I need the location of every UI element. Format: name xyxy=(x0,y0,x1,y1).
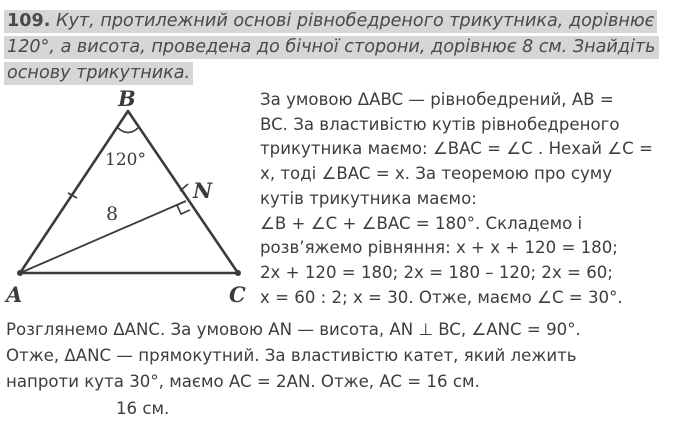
point-a xyxy=(17,270,23,276)
problem-text-2: 120°, а висота, проведена до бічної сторони, дорівнює 8 см. Знайдіть xyxy=(4,36,659,59)
label-n: N xyxy=(193,178,213,203)
solution-line-2: BC. За властивістю кутів рівнобедреного xyxy=(260,115,620,134)
point-c xyxy=(235,270,241,276)
solution-line-8: 2x + 120 = 180; 2x = 180 – 120; 2x = 60; xyxy=(260,263,613,282)
solution-line-12: напроти кута 30°, маємо AC = 2AN. Отже, AC = 16 см. xyxy=(6,372,480,391)
label-height: 8 xyxy=(106,203,119,225)
answer: 16 см. xyxy=(116,399,170,418)
problem-number: 109. xyxy=(7,11,51,31)
solution-line-1: За умовою ΔABC — рівнобедрений, AB = xyxy=(260,90,614,109)
label-a: A xyxy=(6,282,23,307)
solution-line-7: розв’яжемо рівняння: x + x + 120 = 180; xyxy=(260,238,618,257)
triangle-figure xyxy=(0,80,260,315)
solution-line-11: Отже, ΔANC — прямокутний. За властивістю катет, який лежить xyxy=(6,346,577,365)
right-angle-mark xyxy=(177,205,190,214)
angle-b-arc xyxy=(117,127,139,133)
solution-line-6: ∠B + ∠C + ∠BAC = 180°. Складемо і xyxy=(260,214,583,233)
solution-line-5: кутів трикутника маємо: xyxy=(260,189,477,208)
solution-line-3: трикутника маємо: ∠BAC = ∠C . Нехай ∠C = xyxy=(260,139,653,158)
label-angle-b: 120° xyxy=(105,150,146,170)
problem-line-1 xyxy=(4,8,690,34)
solution-line-10: Розглянемо ΔANC. За умовою AN — висота, AN ⊥ BC, ∠ANC = 90°. xyxy=(6,320,581,339)
label-c: C xyxy=(229,282,246,307)
label-b: B xyxy=(118,86,136,111)
solution-line-4: x, тоді ∠BAC = x. За теоремою про суму xyxy=(260,164,613,183)
problem-statement xyxy=(4,8,690,86)
solution-line-9: x = 60 : 2; x = 30. Отже, маємо ∠C = 30°. xyxy=(260,288,623,307)
problem-text-3: основу трикутника. xyxy=(4,62,193,85)
problem-text-1: Кут, протилежний основі рівнобедреного трикутника, дорівнює xyxy=(56,11,655,31)
problem-line-2 xyxy=(4,34,690,60)
